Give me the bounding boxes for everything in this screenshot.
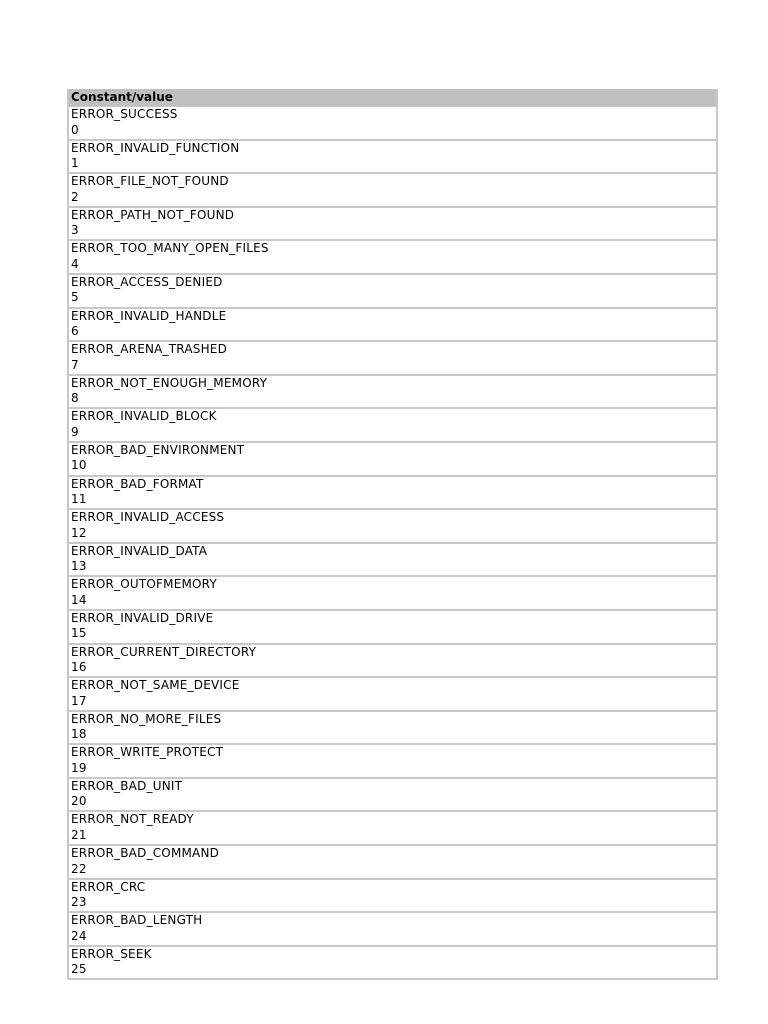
table-row: [69, 611, 716, 643]
constant-name: ERROR_BAD_ENVIRONMENT: [71, 442, 245, 457]
table-row: [69, 510, 716, 542]
constant-name: ERROR_PATH_NOT_FOUND: [71, 207, 235, 222]
constant-name: ERROR_TOO_MANY_OPEN_FILES: [71, 241, 269, 256]
constant-value: 20: [71, 794, 87, 809]
constant-name: ERROR_INVALID_DATA: [71, 543, 208, 558]
table-row: [69, 947, 716, 979]
table-row: [69, 443, 716, 475]
constant-value: 5: [71, 290, 79, 305]
constant-value: 1: [71, 156, 79, 171]
constant-value: 4: [71, 256, 79, 271]
table-row: [69, 712, 716, 744]
constant-name: ERROR_BAD_LENGTH: [71, 913, 203, 928]
table-row: [69, 141, 716, 173]
constant-name: ERROR_NOT_READY: [71, 812, 194, 827]
constant-name: ERROR_INVALID_ACCESS: [71, 510, 225, 525]
table-row: [69, 376, 716, 408]
table-row: [69, 846, 716, 878]
constant-value: 15: [71, 626, 87, 641]
constant-name: ERROR_INVALID_HANDLE: [71, 308, 227, 323]
constant-name: ERROR_INVALID_BLOCK: [71, 409, 217, 424]
constant-name: ERROR_NOT_ENOUGH_MEMORY: [71, 375, 268, 390]
constant-value: 7: [71, 357, 79, 372]
table-header: Constant/value: [69, 89, 716, 106]
constant-name: ERROR_BAD_FORMAT: [71, 476, 204, 491]
constant-value: 12: [71, 525, 87, 540]
constant-value: 16: [71, 660, 87, 674]
constant-name: ERROR_ARENA_TRASHED: [71, 342, 228, 357]
table-row: [69, 779, 716, 811]
constant-name: ERROR_ACCESS_DENIED: [71, 274, 223, 289]
table-row: [69, 645, 716, 677]
constant-value: 11: [71, 492, 87, 507]
table-row: [69, 174, 716, 206]
constant-name: ERROR_INVALID_DRIVE: [71, 610, 214, 625]
constant-value: 22: [71, 861, 87, 876]
table-row: [69, 309, 716, 341]
table-row: [69, 107, 716, 139]
table-row: [69, 544, 716, 576]
table-row: [69, 812, 716, 844]
constant-value: 0: [71, 122, 79, 137]
table-body: [69, 107, 716, 978]
constant-name: ERROR_OUTOFMEMORY: [71, 577, 217, 592]
table-row: [69, 208, 716, 240]
constant-value: 13: [71, 559, 87, 574]
constant-value: 8: [71, 391, 79, 406]
table-row: [69, 409, 716, 441]
constant-value: 21: [71, 827, 87, 842]
constant-name: ERROR_CRC: [71, 879, 146, 894]
constant-name: ERROR_NO_MORE_FILES: [71, 711, 222, 726]
constant-name: ERROR_BAD_COMMAND: [71, 846, 220, 861]
constant-value: 14: [71, 592, 87, 607]
table-row: [69, 477, 716, 509]
table-row: [69, 577, 716, 609]
constant-value: 3: [71, 223, 79, 238]
constant-name: ERROR_SUCCESS: [71, 107, 178, 121]
constant-value: 18: [71, 727, 87, 742]
table-row: [69, 275, 716, 307]
constant-name: ERROR_NOT_SAME_DEVICE: [71, 678, 240, 693]
constant-name: ERROR_WRITE_PROTECT: [71, 745, 224, 760]
constant-name: ERROR_INVALID_FUNCTION: [71, 140, 240, 155]
constant-name: ERROR_CURRENT_DIRECTORY: [71, 644, 257, 659]
constant-name: ERROR_BAD_UNIT: [71, 778, 183, 793]
constant-value: 9: [71, 424, 79, 439]
table-row: [69, 241, 716, 273]
constant-value: 23: [71, 895, 87, 910]
constants-table: [67, 89, 718, 980]
constant-name: ERROR_SEEK: [71, 946, 152, 961]
constant-value: 10: [71, 458, 87, 473]
constant-value: 17: [71, 693, 87, 708]
table-row: [69, 745, 716, 777]
constant-value: 6: [71, 324, 79, 339]
constant-value: 25: [71, 962, 87, 977]
table-row: [69, 913, 716, 945]
constant-value: 24: [71, 928, 87, 943]
constant-name: ERROR_FILE_NOT_FOUND: [71, 174, 229, 189]
table-row: [69, 342, 716, 374]
constant-value: 19: [71, 760, 87, 775]
constant-value: 2: [71, 189, 79, 204]
table-row: [69, 678, 716, 710]
table-row: [69, 880, 716, 912]
